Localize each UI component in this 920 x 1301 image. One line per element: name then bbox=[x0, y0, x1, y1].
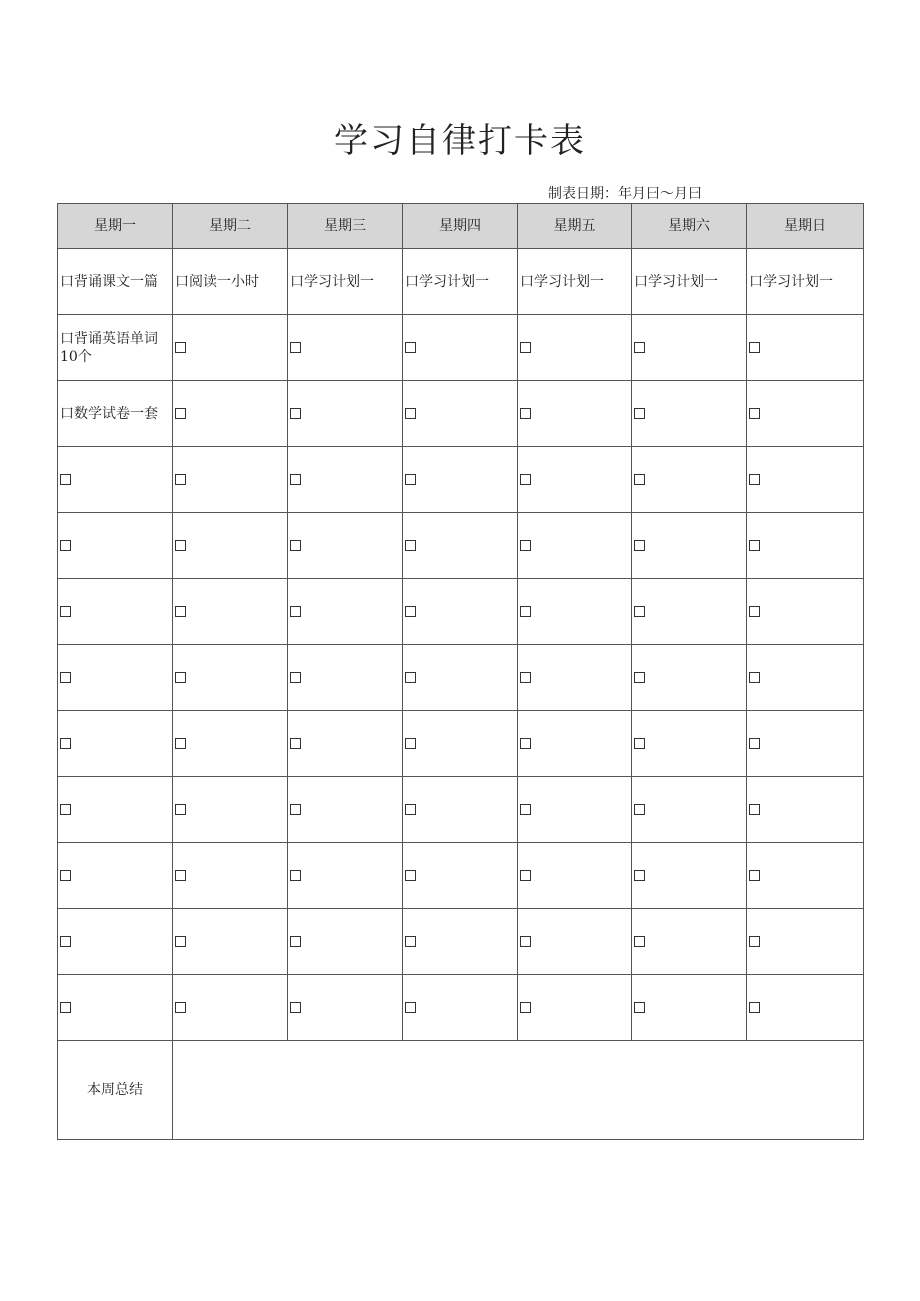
checkbox-icon[interactable] bbox=[749, 672, 760, 683]
checkbox-icon[interactable] bbox=[60, 672, 71, 683]
checkbox-icon[interactable] bbox=[290, 1002, 301, 1013]
task-cell[interactable] bbox=[58, 777, 173, 843]
checkbox-icon[interactable] bbox=[175, 1002, 186, 1013]
task-cell[interactable] bbox=[288, 711, 403, 777]
task-cell[interactable] bbox=[518, 909, 632, 975]
task-cell[interactable] bbox=[632, 645, 747, 711]
task-cell[interactable] bbox=[747, 315, 864, 381]
checkbox-icon[interactable] bbox=[520, 342, 531, 353]
task-label: 口学习计划一 bbox=[290, 273, 374, 290]
task-cell[interactable] bbox=[632, 315, 747, 381]
checkbox-icon[interactable] bbox=[60, 1002, 71, 1013]
task-cell[interactable] bbox=[173, 975, 288, 1041]
checkbox-icon[interactable] bbox=[634, 870, 645, 881]
task-cell[interactable] bbox=[288, 777, 403, 843]
checkbox-icon[interactable] bbox=[405, 1002, 416, 1013]
checkbox-icon[interactable] bbox=[290, 936, 301, 947]
day-header: 星期五 bbox=[518, 204, 632, 249]
checkbox-icon[interactable] bbox=[405, 672, 416, 683]
checkbox-icon[interactable] bbox=[175, 606, 186, 617]
task-cell[interactable] bbox=[632, 381, 747, 447]
task-cell[interactable] bbox=[288, 249, 403, 315]
checkbox-icon[interactable] bbox=[405, 606, 416, 617]
task-cell[interactable] bbox=[58, 843, 173, 909]
table-row bbox=[58, 975, 864, 1041]
checkbox-icon[interactable] bbox=[175, 342, 186, 353]
task-cell[interactable] bbox=[173, 645, 288, 711]
table-row bbox=[58, 315, 864, 381]
task-cell[interactable] bbox=[518, 645, 632, 711]
task-cell[interactable] bbox=[747, 249, 864, 315]
task-cell[interactable] bbox=[632, 513, 747, 579]
summary-row bbox=[58, 1041, 864, 1140]
task-cell[interactable] bbox=[173, 777, 288, 843]
date-line: 制表日期：年月曰～月曰 bbox=[548, 186, 702, 202]
task-cell[interactable] bbox=[403, 381, 518, 447]
checkbox-icon[interactable] bbox=[520, 606, 531, 617]
task-body bbox=[58, 249, 864, 1041]
task-cell[interactable] bbox=[173, 711, 288, 777]
checkbox-icon[interactable] bbox=[520, 408, 531, 419]
summary-field[interactable] bbox=[173, 1041, 864, 1140]
checkbox-icon[interactable] bbox=[175, 408, 186, 419]
task-cell[interactable] bbox=[747, 975, 864, 1041]
table-row bbox=[58, 579, 864, 645]
punch-table bbox=[57, 203, 864, 1140]
checkbox-icon[interactable] bbox=[290, 804, 301, 815]
task-cell[interactable] bbox=[173, 513, 288, 579]
task-cell[interactable] bbox=[173, 315, 288, 381]
checkbox-icon[interactable] bbox=[634, 408, 645, 419]
page-title: 学习自律打卡表 bbox=[334, 121, 586, 161]
task-label: 口学习计划一 bbox=[749, 273, 833, 290]
task-cell[interactable] bbox=[58, 315, 173, 381]
checkbox-icon[interactable] bbox=[749, 804, 760, 815]
task-cell[interactable] bbox=[518, 315, 632, 381]
checkbox-icon[interactable] bbox=[405, 342, 416, 353]
checkbox-icon[interactable] bbox=[175, 540, 186, 551]
checkbox-icon[interactable] bbox=[290, 672, 301, 683]
checkbox-icon[interactable] bbox=[749, 870, 760, 881]
task-cell[interactable] bbox=[58, 381, 173, 447]
checkbox-icon[interactable] bbox=[405, 474, 416, 485]
table-row bbox=[58, 381, 864, 447]
task-cell[interactable] bbox=[403, 579, 518, 645]
task-cell[interactable] bbox=[288, 513, 403, 579]
task-cell[interactable] bbox=[173, 843, 288, 909]
checkbox-icon[interactable] bbox=[60, 804, 71, 815]
checkbox-icon[interactable] bbox=[290, 342, 301, 353]
checkbox-icon[interactable] bbox=[60, 474, 71, 485]
checkbox-icon[interactable] bbox=[290, 870, 301, 881]
checkbox-icon[interactable] bbox=[60, 870, 71, 881]
day-header: 星期三 bbox=[288, 204, 403, 249]
task-cell[interactable] bbox=[518, 579, 632, 645]
day-header: 星期四 bbox=[403, 204, 518, 249]
table-row bbox=[58, 711, 864, 777]
task-cell[interactable] bbox=[518, 975, 632, 1041]
task-cell[interactable] bbox=[632, 777, 747, 843]
table-row bbox=[58, 909, 864, 975]
task-cell[interactable] bbox=[288, 909, 403, 975]
checkbox-icon[interactable] bbox=[290, 408, 301, 419]
task-label: 口背诵英语单词10个 bbox=[60, 330, 158, 365]
checkbox-icon[interactable] bbox=[290, 474, 301, 485]
task-cell[interactable] bbox=[747, 909, 864, 975]
checkbox-icon[interactable] bbox=[405, 936, 416, 947]
checkbox-icon[interactable] bbox=[634, 540, 645, 551]
checkbox-icon[interactable] bbox=[60, 540, 71, 551]
checkbox-icon[interactable] bbox=[60, 606, 71, 617]
task-cell[interactable] bbox=[58, 909, 173, 975]
task-cell[interactable] bbox=[403, 315, 518, 381]
checkbox-icon[interactable] bbox=[290, 540, 301, 551]
task-cell[interactable] bbox=[518, 513, 632, 579]
task-cell[interactable] bbox=[747, 711, 864, 777]
checkbox-icon[interactable] bbox=[749, 936, 760, 947]
checkbox-icon[interactable] bbox=[634, 738, 645, 749]
task-cell[interactable] bbox=[747, 645, 864, 711]
table-row bbox=[58, 513, 864, 579]
task-cell[interactable] bbox=[632, 909, 747, 975]
checkbox-icon[interactable] bbox=[749, 408, 760, 419]
task-cell[interactable] bbox=[288, 975, 403, 1041]
table-row bbox=[58, 447, 864, 513]
table-row bbox=[58, 843, 864, 909]
summary-label: 本周总结 bbox=[58, 1041, 173, 1140]
day-header: 星期日 bbox=[747, 204, 864, 249]
checkbox-icon[interactable] bbox=[175, 804, 186, 815]
task-cell[interactable] bbox=[403, 447, 518, 513]
task-cell[interactable] bbox=[632, 975, 747, 1041]
task-cell[interactable] bbox=[518, 711, 632, 777]
task-cell[interactable] bbox=[747, 777, 864, 843]
task-cell[interactable] bbox=[518, 777, 632, 843]
task-cell[interactable] bbox=[632, 447, 747, 513]
task-cell[interactable] bbox=[403, 777, 518, 843]
task-label: 口学习计划一 bbox=[634, 273, 718, 290]
task-cell[interactable] bbox=[403, 645, 518, 711]
checkbox-icon[interactable] bbox=[60, 936, 71, 947]
checkbox-icon[interactable] bbox=[520, 804, 531, 815]
table-row bbox=[58, 645, 864, 711]
task-cell[interactable] bbox=[403, 843, 518, 909]
checkbox-icon[interactable] bbox=[634, 1002, 645, 1013]
checkbox-icon[interactable] bbox=[749, 606, 760, 617]
task-cell[interactable] bbox=[173, 447, 288, 513]
task-cell[interactable] bbox=[403, 909, 518, 975]
header-row bbox=[58, 204, 864, 249]
task-label: 口学习计划一 bbox=[405, 273, 489, 290]
task-cell[interactable] bbox=[288, 843, 403, 909]
task-cell[interactable] bbox=[632, 579, 747, 645]
task-cell[interactable] bbox=[632, 843, 747, 909]
task-cell[interactable] bbox=[632, 249, 747, 315]
task-cell[interactable] bbox=[58, 447, 173, 513]
task-cell[interactable] bbox=[747, 447, 864, 513]
checkbox-icon[interactable] bbox=[405, 408, 416, 419]
task-cell[interactable] bbox=[173, 249, 288, 315]
checkbox-icon[interactable] bbox=[520, 1002, 531, 1013]
checkbox-icon[interactable] bbox=[405, 870, 416, 881]
checkbox-icon[interactable] bbox=[520, 540, 531, 551]
checkbox-icon[interactable] bbox=[520, 474, 531, 485]
task-cell[interactable] bbox=[632, 711, 747, 777]
task-cell[interactable] bbox=[403, 513, 518, 579]
checkbox-icon[interactable] bbox=[60, 738, 71, 749]
task-cell[interactable] bbox=[518, 381, 632, 447]
checkbox-icon[interactable] bbox=[175, 474, 186, 485]
checkbox-icon[interactable] bbox=[405, 738, 416, 749]
checkbox-icon[interactable] bbox=[634, 804, 645, 815]
checkbox-icon[interactable] bbox=[634, 342, 645, 353]
checkbox-icon[interactable] bbox=[634, 936, 645, 947]
task-cell[interactable] bbox=[58, 579, 173, 645]
checkbox-icon[interactable] bbox=[175, 936, 186, 947]
task-cell[interactable] bbox=[747, 579, 864, 645]
checkbox-icon[interactable] bbox=[405, 804, 416, 815]
task-cell[interactable] bbox=[288, 381, 403, 447]
checkbox-icon[interactable] bbox=[520, 936, 531, 947]
task-cell[interactable] bbox=[288, 579, 403, 645]
task-cell[interactable] bbox=[58, 513, 173, 579]
checkbox-icon[interactable] bbox=[520, 672, 531, 683]
task-cell[interactable] bbox=[288, 447, 403, 513]
day-header: 星期二 bbox=[173, 204, 288, 249]
task-cell[interactable] bbox=[58, 975, 173, 1041]
task-cell[interactable] bbox=[173, 579, 288, 645]
checkbox-icon[interactable] bbox=[634, 606, 645, 617]
task-cell[interactable] bbox=[403, 711, 518, 777]
task-cell[interactable] bbox=[173, 381, 288, 447]
task-cell[interactable] bbox=[58, 711, 173, 777]
task-cell[interactable] bbox=[518, 843, 632, 909]
task-cell[interactable] bbox=[518, 249, 632, 315]
task-cell[interactable] bbox=[173, 909, 288, 975]
task-cell[interactable] bbox=[288, 315, 403, 381]
task-label: 口阅读一小时 bbox=[175, 273, 259, 290]
task-cell[interactable] bbox=[747, 513, 864, 579]
task-label: 口学习计划一 bbox=[520, 273, 604, 290]
task-cell[interactable] bbox=[403, 975, 518, 1041]
checkbox-icon[interactable] bbox=[749, 1002, 760, 1013]
task-cell[interactable] bbox=[58, 249, 173, 315]
task-cell[interactable] bbox=[403, 249, 518, 315]
checkbox-icon[interactable] bbox=[175, 738, 186, 749]
task-label: 口背诵课文一篇 bbox=[60, 273, 158, 290]
checkbox-icon[interactable] bbox=[175, 870, 186, 881]
checkbox-icon[interactable] bbox=[520, 870, 531, 881]
task-cell[interactable] bbox=[518, 447, 632, 513]
day-header: 星期六 bbox=[632, 204, 747, 249]
checkbox-icon[interactable] bbox=[749, 342, 760, 353]
checkbox-icon[interactable] bbox=[290, 738, 301, 749]
checkbox-icon[interactable] bbox=[634, 672, 645, 683]
checkbox-icon[interactable] bbox=[175, 672, 186, 683]
task-cell[interactable] bbox=[58, 645, 173, 711]
task-cell[interactable] bbox=[288, 645, 403, 711]
day-header: 星期一 bbox=[58, 204, 173, 249]
checkbox-icon[interactable] bbox=[520, 738, 531, 749]
checkbox-icon[interactable] bbox=[290, 606, 301, 617]
checkbox-icon[interactable] bbox=[405, 540, 416, 551]
task-cell[interactable] bbox=[747, 381, 864, 447]
task-label: 口数学试卷一套 bbox=[60, 405, 158, 422]
checkbox-icon[interactable] bbox=[749, 738, 760, 749]
table-row bbox=[58, 249, 864, 315]
checkbox-icon[interactable] bbox=[749, 474, 760, 485]
checkbox-icon[interactable] bbox=[749, 540, 760, 551]
task-cell[interactable] bbox=[747, 843, 864, 909]
checkbox-icon[interactable] bbox=[634, 474, 645, 485]
table-row bbox=[58, 777, 864, 843]
